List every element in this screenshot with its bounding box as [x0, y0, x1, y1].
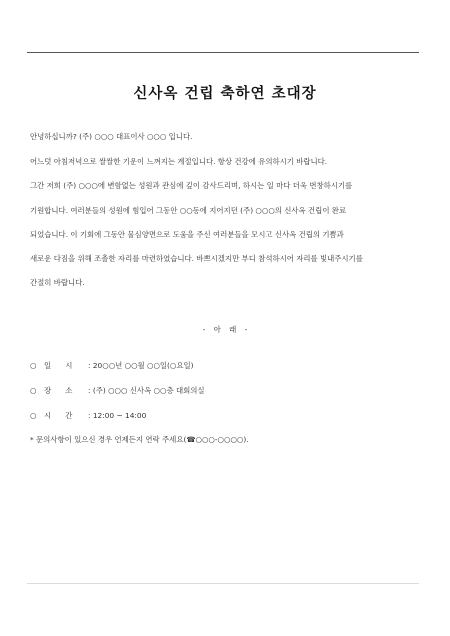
section-label: - 아 래 - [202, 325, 248, 334]
body-line-4: 새로운 다짐을 위해 조촐한 자리를 마련하였습니다. 바쁘시겠지만 부디 참석하시어 자리를 빛내주시기를 [30, 254, 363, 263]
body-line-2: 기원합니다. 여러분들의 성원에 힘입어 그동안 ○○동에 지어지던 (주) ○○○의 신사옥 건립이 완료 [30, 206, 347, 215]
time-row [30, 410, 146, 421]
body-line-5: 간절히 바랍니다. [30, 278, 85, 287]
place-bullet: ○ [30, 386, 37, 395]
time-label: 시 간 [44, 411, 73, 420]
date-value: : 20○○년 ○○월 ○○일(○요일) [88, 361, 194, 370]
body-line-3: 되었습니다. 이 기회에 그동안 물심양면으로 도움을 주신 여러분들을 모시고 신사옥 건립의 기쁨과 [30, 230, 344, 239]
date-row [30, 360, 194, 371]
season-paragraph: 어느덧 아침저녁으로 쌀쌀한 기운이 느껴지는 계절입니다. 항상 건강에 유의하시기 바랍니다. [30, 157, 328, 166]
contact-note: * 문의사항이 있으신 경우 언제든지 연락 주세요(☎○○○-○○○○). [30, 435, 249, 444]
place-value: : (주) ○○○ 신사옥 ○○층 대회의실 [88, 386, 205, 395]
document-title: 신사옥 건립 축하연 초대장 [133, 86, 317, 102]
time-bullet: ○ [30, 411, 37, 420]
greeting-paragraph: 안녕하십니까? (주) ○○○ 대표이사 ○○○ 입니다. [30, 132, 193, 141]
date-bullet: ○ [30, 361, 37, 370]
place-row [30, 385, 205, 396]
body-line-1: 그간 저희 (주) ○○○에 변함없는 성원과 관심에 깊이 감사드리며, 하시는 일 마다 더욱 번창하시기를 [30, 181, 353, 190]
bottom-divider [27, 583, 419, 584]
place-label: 장 소 [44, 386, 73, 395]
time-value: : 12:00 ~ 14:00 [88, 411, 147, 420]
top-divider [27, 52, 419, 53]
date-label: 일 시 [44, 361, 73, 370]
